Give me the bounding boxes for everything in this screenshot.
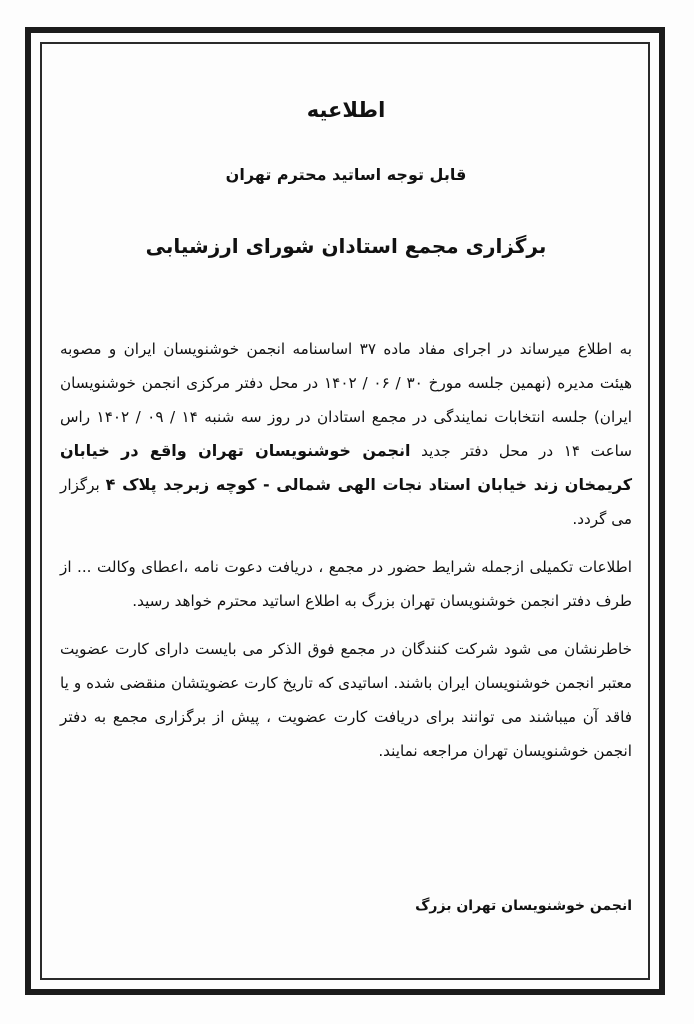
announcement-body bbox=[60, 90, 633, 914]
announcement-heading: برگزاری مجمع استادان شورای ارزشیابی bbox=[145, 234, 547, 258]
paragraph-meeting-details bbox=[60, 332, 632, 536]
announcement-title: اطلاعیه bbox=[306, 98, 386, 122]
paragraph-1-address: انجمن خوشنویسان تهران واقع در خیابان کریمخان زند خیابان استاد نجات الهی شمالی - کوچه زبرجد پلاک ۴ bbox=[60, 441, 632, 494]
paragraph-additional-info: اطلاعات تکمیلی ازجمله شرایط حضور در مجمع ، دریافت دعوت نامه ،اعطای وکالت ... از طرف دفتر انجمن خوشنویسان تهران بزرگ به اطلاع اساتید محترم خواهد رسید. bbox=[60, 558, 632, 610]
paragraph-1-text: به اطلاع میرساند در اجرای مفاد ماده ۳۷ اساسنامه انجمن خوشنویسان ایران و مصوبه هیئت مدیره (نهمین جلسه مورخ ۳۰ / ۰۶ / ۱۴۰۲ در محل دفتر مرکزی انجمن خوشنویسان ایران) جلسه انتخابات نمایندگی در مجمع استادان در روز سه شنبه ۱۴ / ۰۹ / ۱۴۰۲ راس ساعت ۱۴ در محل دفتر جدید bbox=[60, 340, 633, 460]
paragraph-membership-note: خاطرنشان می شود شرکت کنندگان در مجمع فوق الذکر می بایست دارای کارت عضویت معتبر انجمن خوشنویسان ایران باشند. اساتیدی که تاریخ کارت عضویتشان منقضی شده و یا فاقد آن میباشند می توانند برای دریافت کارت عضویت ، پیش از برگزاری مجمع به دفتر انجمن خوشنویسان تهران مراجعه نمایند. bbox=[60, 640, 632, 760]
signature-line: انجمن خوشنویسان تهران بزرگ bbox=[415, 898, 632, 914]
paragraph-1-tail: برگزار می گردد. bbox=[60, 476, 632, 528]
announcement-subtitle: قابل توجه اساتید محترم تهران bbox=[225, 165, 467, 184]
